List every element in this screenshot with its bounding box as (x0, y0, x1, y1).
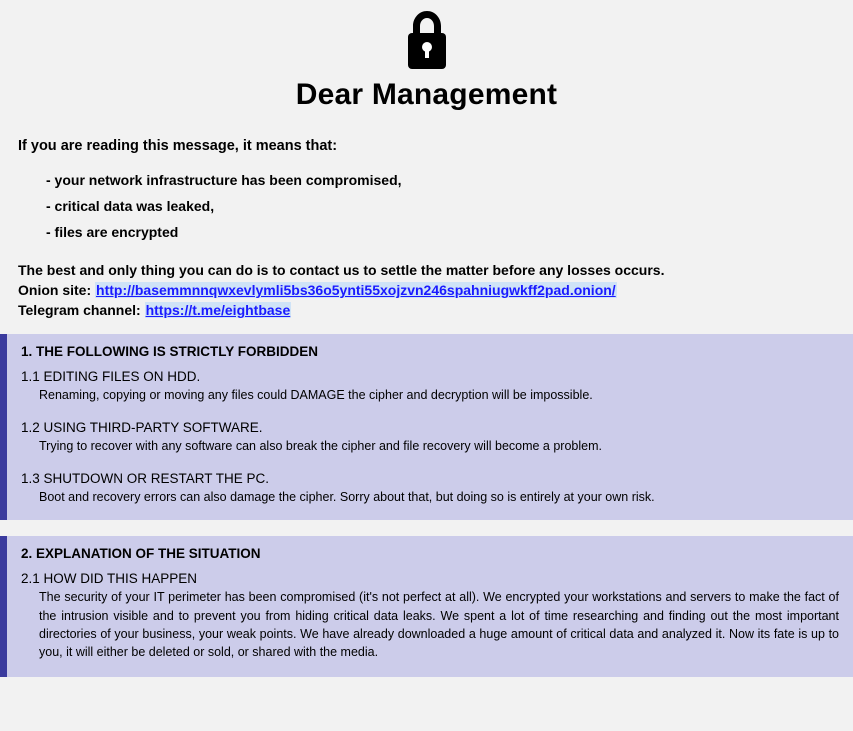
list-item: - critical data was leaked, (46, 198, 215, 214)
intro-text: If you are reading this message, it means that: (18, 138, 338, 154)
telegram-label: Telegram channel: (18, 302, 141, 318)
section-heading: 1. THE FOLLOWING IS STRICTLY FORBIDDEN (21, 344, 319, 359)
subsection-body: Renaming, copying or moving any files could DAMAGE the cipher and decryption will be impossible. (39, 388, 593, 402)
section-explanation (0, 536, 853, 677)
onion-line (18, 282, 853, 298)
subsection-title: 2.1 HOW DID THIS HAPPEN (21, 571, 198, 587)
telegram-line (18, 302, 853, 318)
section-forbidden (0, 334, 853, 520)
list-item: - files are encrypted (46, 224, 179, 240)
list-item: - your network infrastructure has been compromised, (46, 172, 402, 188)
contact-statement: The best and only thing you can do is to contact us to settle the matter before any losses occurs. (18, 262, 665, 278)
subsection-body: The security of your IT perimeter has been compromised (it's not perfect at all). We encrypted your workstations and servers to make the fact of the intrusion visible and to prevent you from hiding critical data leaks. We spent a lot of time researching and finding out the most important directories of your business, your weak points. We have already downloaded a huge amount of critical data and analyzed it. Now its fate is up to you, it will either be deleted or sold, or shared with the media. (39, 590, 839, 659)
onion-link[interactable]: http://basemmnnqwxevlymli5bs36o5ynti55xojzvn246spahniugwkff2pad.onion/ (96, 282, 616, 298)
subsection-title: 1.3 SHUTDOWN OR RESTART THE PC. (21, 471, 270, 487)
bullet-list (46, 172, 853, 240)
telegram-link[interactable]: https://t.me/eightbase (145, 302, 291, 318)
padlock-icon (0, 8, 853, 72)
subsection-body: Trying to recover with any software can also break the cipher and file recovery will become a problem. (39, 439, 602, 454)
subsection-title: 1.1 EDITING FILES ON HDD. (21, 369, 201, 384)
subsection-title: 1.2 USING THIRD-PARTY SOFTWARE. (21, 420, 263, 436)
section-heading: 2. EXPLANATION OF THE SITUATION (21, 546, 261, 562)
onion-label: Onion site: (18, 282, 92, 298)
subsection-body: Boot and recovery errors can also damage the cipher. Sorry about that, but doing so is entirely at your own risk. (39, 490, 655, 505)
page-title: Dear Management (295, 78, 558, 111)
contact-block (18, 262, 853, 318)
lock-header (0, 0, 853, 72)
